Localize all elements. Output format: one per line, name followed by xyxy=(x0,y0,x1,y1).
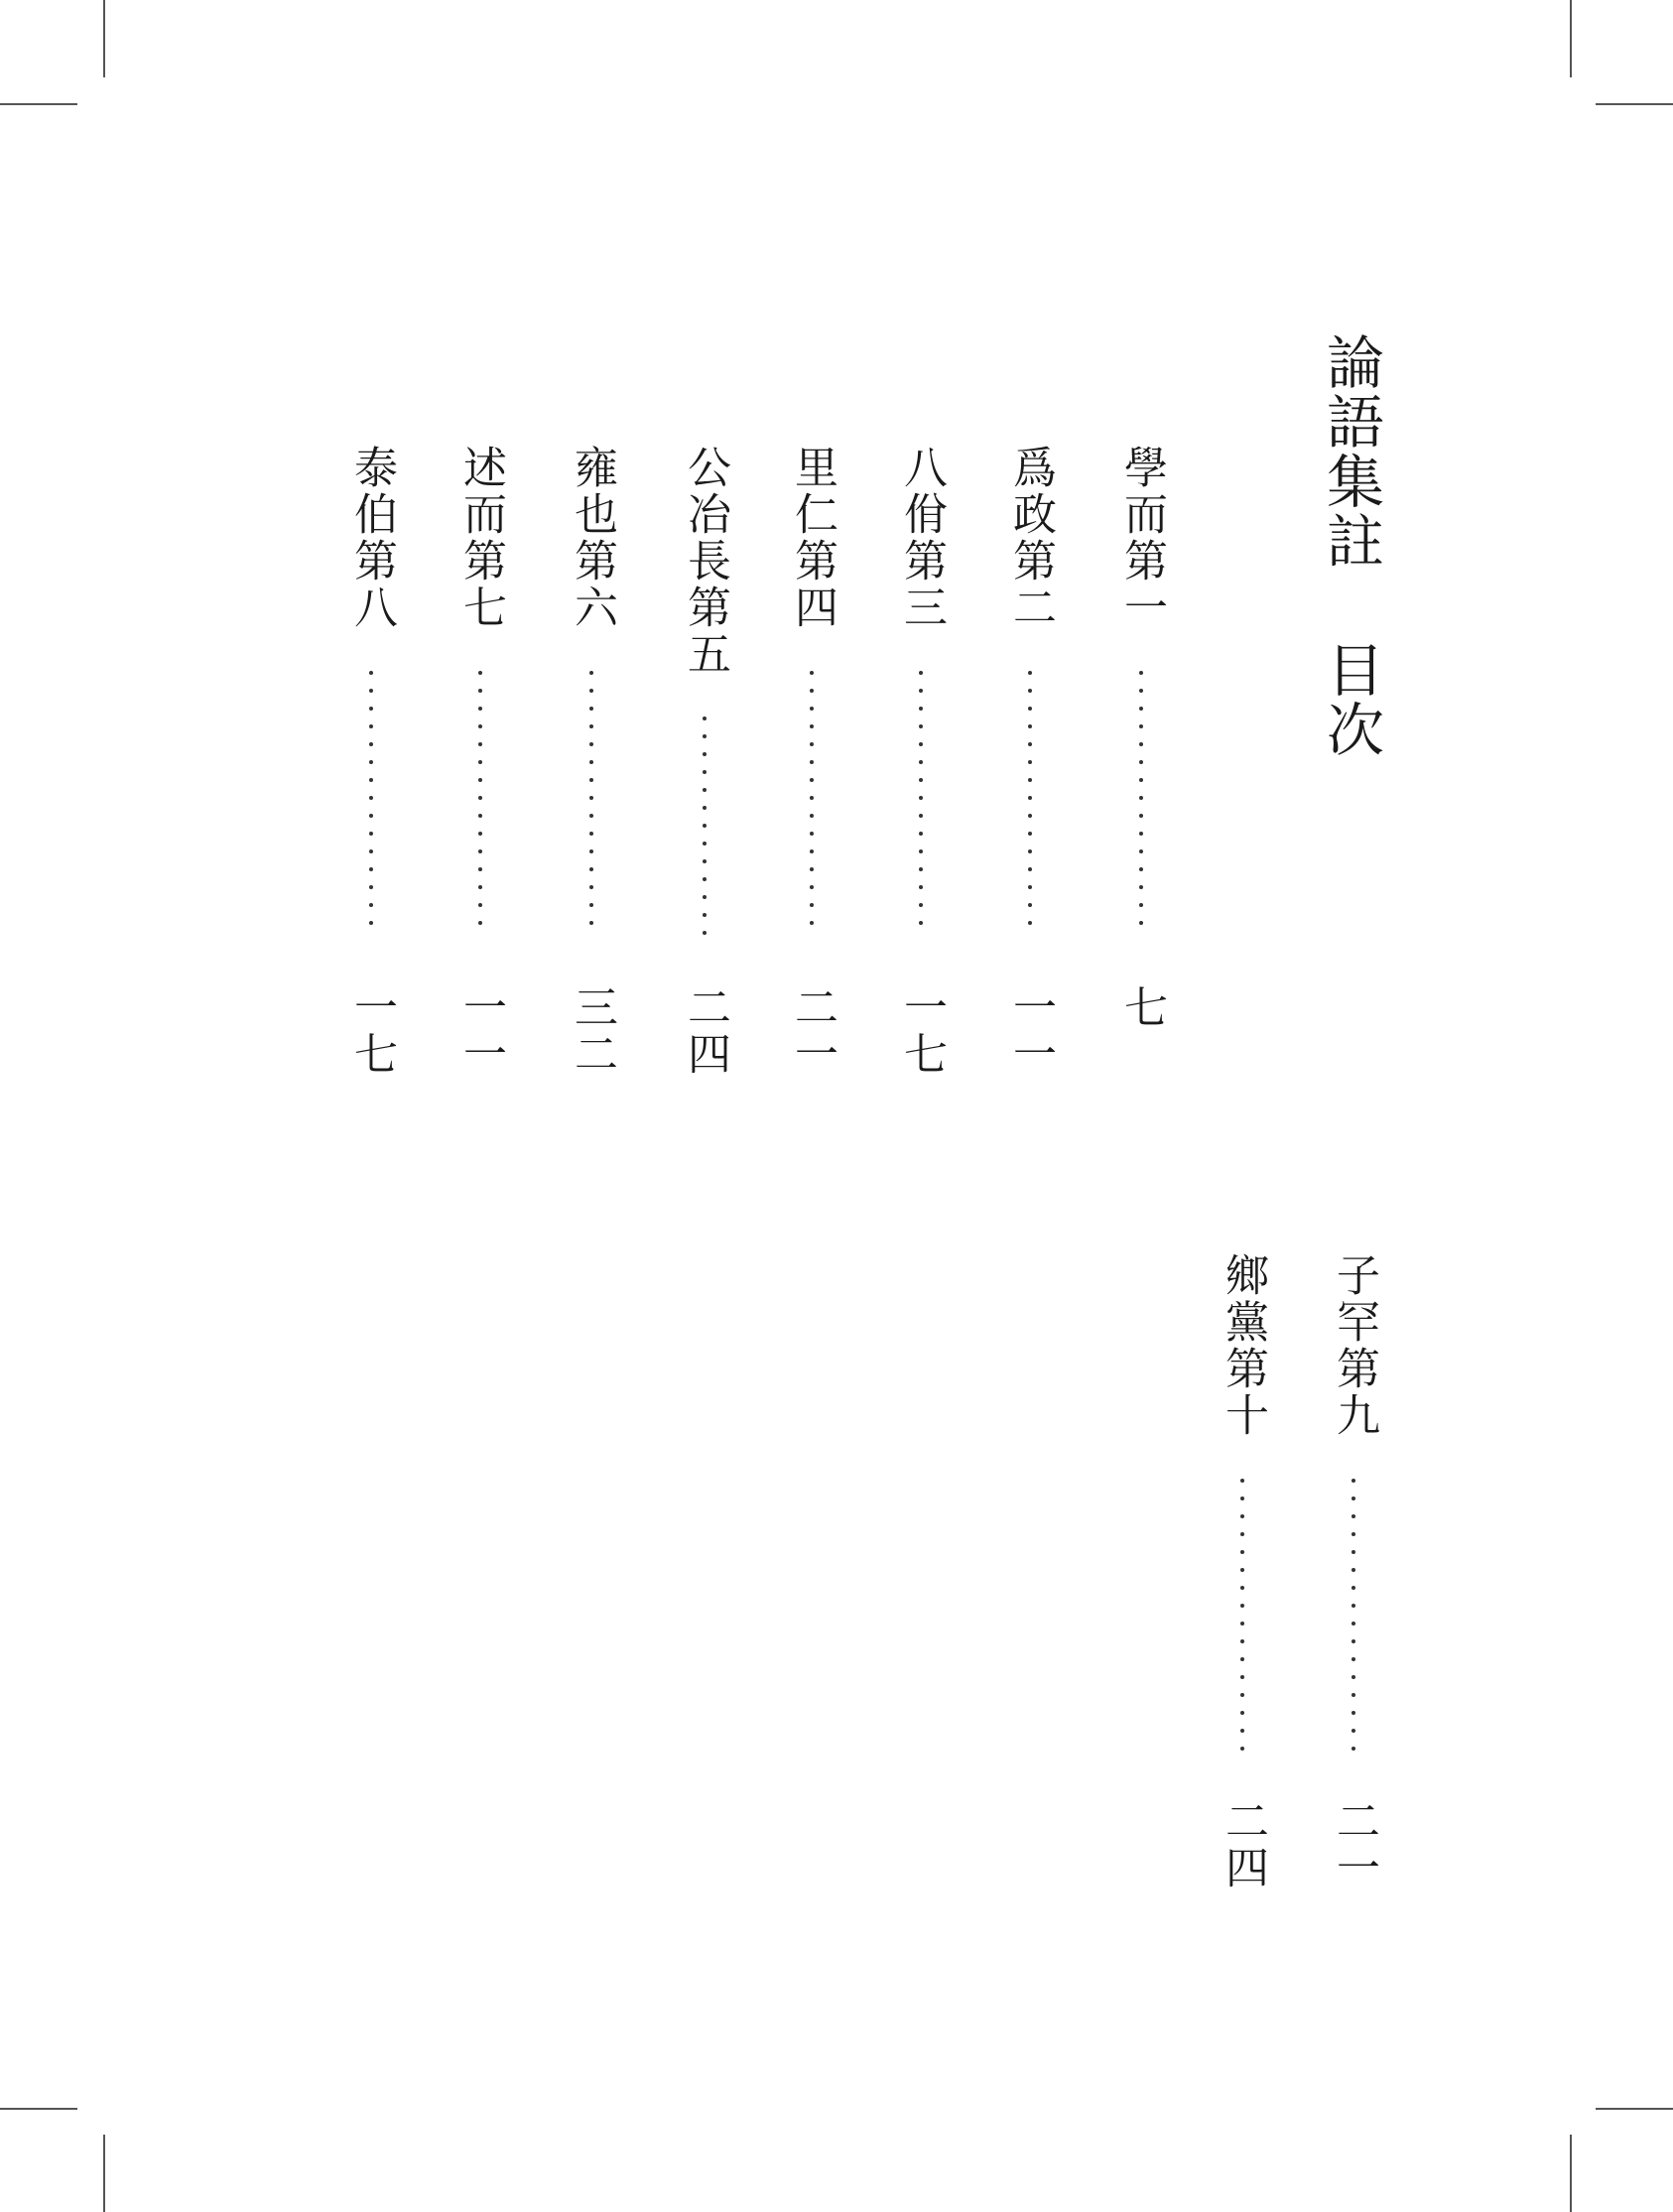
toc-entry-page: 一七 xyxy=(896,984,947,1078)
crop-mark xyxy=(1570,0,1572,77)
dot-leader xyxy=(1240,1479,1244,1764)
crop-mark xyxy=(0,2108,77,2110)
dot-leader xyxy=(1351,1479,1355,1764)
toc-entry-label: 述而第七 xyxy=(455,445,506,631)
crop-mark xyxy=(103,2135,105,2212)
toc-entry-page: 二一 xyxy=(787,984,837,1078)
crop-mark xyxy=(103,0,105,77)
toc-entry-page: 二一 xyxy=(1329,1798,1379,1891)
toc-entry-label: 子罕第九 xyxy=(1329,1252,1379,1439)
toc-entry-page: 一七 xyxy=(346,984,397,1078)
toc-entry-label: 鄉黨第十 xyxy=(1218,1252,1268,1439)
crop-mark xyxy=(1596,2108,1673,2110)
dot-leader xyxy=(369,671,373,939)
crop-mark xyxy=(1570,2135,1572,2212)
dot-leader xyxy=(1028,671,1032,939)
toc-entry-page: 一一 xyxy=(1005,984,1056,1078)
dot-leader xyxy=(919,671,923,939)
toc-entry-page: 二四 xyxy=(1218,1798,1268,1891)
page-title: 論語集註 目次 xyxy=(1317,332,1384,759)
toc-entry-label: 公冶長第五 xyxy=(680,445,730,678)
dot-leader xyxy=(589,671,593,939)
toc-entry-page: 一一 xyxy=(455,984,506,1078)
dot-leader xyxy=(1139,671,1143,939)
dot-leader xyxy=(478,671,482,939)
toc-entry-label: 八佾第三 xyxy=(896,445,947,631)
toc-entry-page: 七 xyxy=(1116,984,1167,1031)
toc-entry-label: 里仁第四 xyxy=(787,445,837,631)
toc-entry-page: 三二 xyxy=(567,984,617,1078)
toc-entry-page: 二四 xyxy=(680,984,730,1078)
toc-entry-label: 雍也第六 xyxy=(567,445,617,631)
toc-entry-label: 學而第一 xyxy=(1116,445,1167,631)
crop-mark xyxy=(1596,103,1673,105)
toc-entry-label: 泰伯第八 xyxy=(346,445,397,631)
dot-leader xyxy=(810,671,814,939)
toc-entry-label: 爲政第二 xyxy=(1005,445,1056,631)
crop-mark xyxy=(0,103,77,105)
dot-leader xyxy=(703,716,707,949)
